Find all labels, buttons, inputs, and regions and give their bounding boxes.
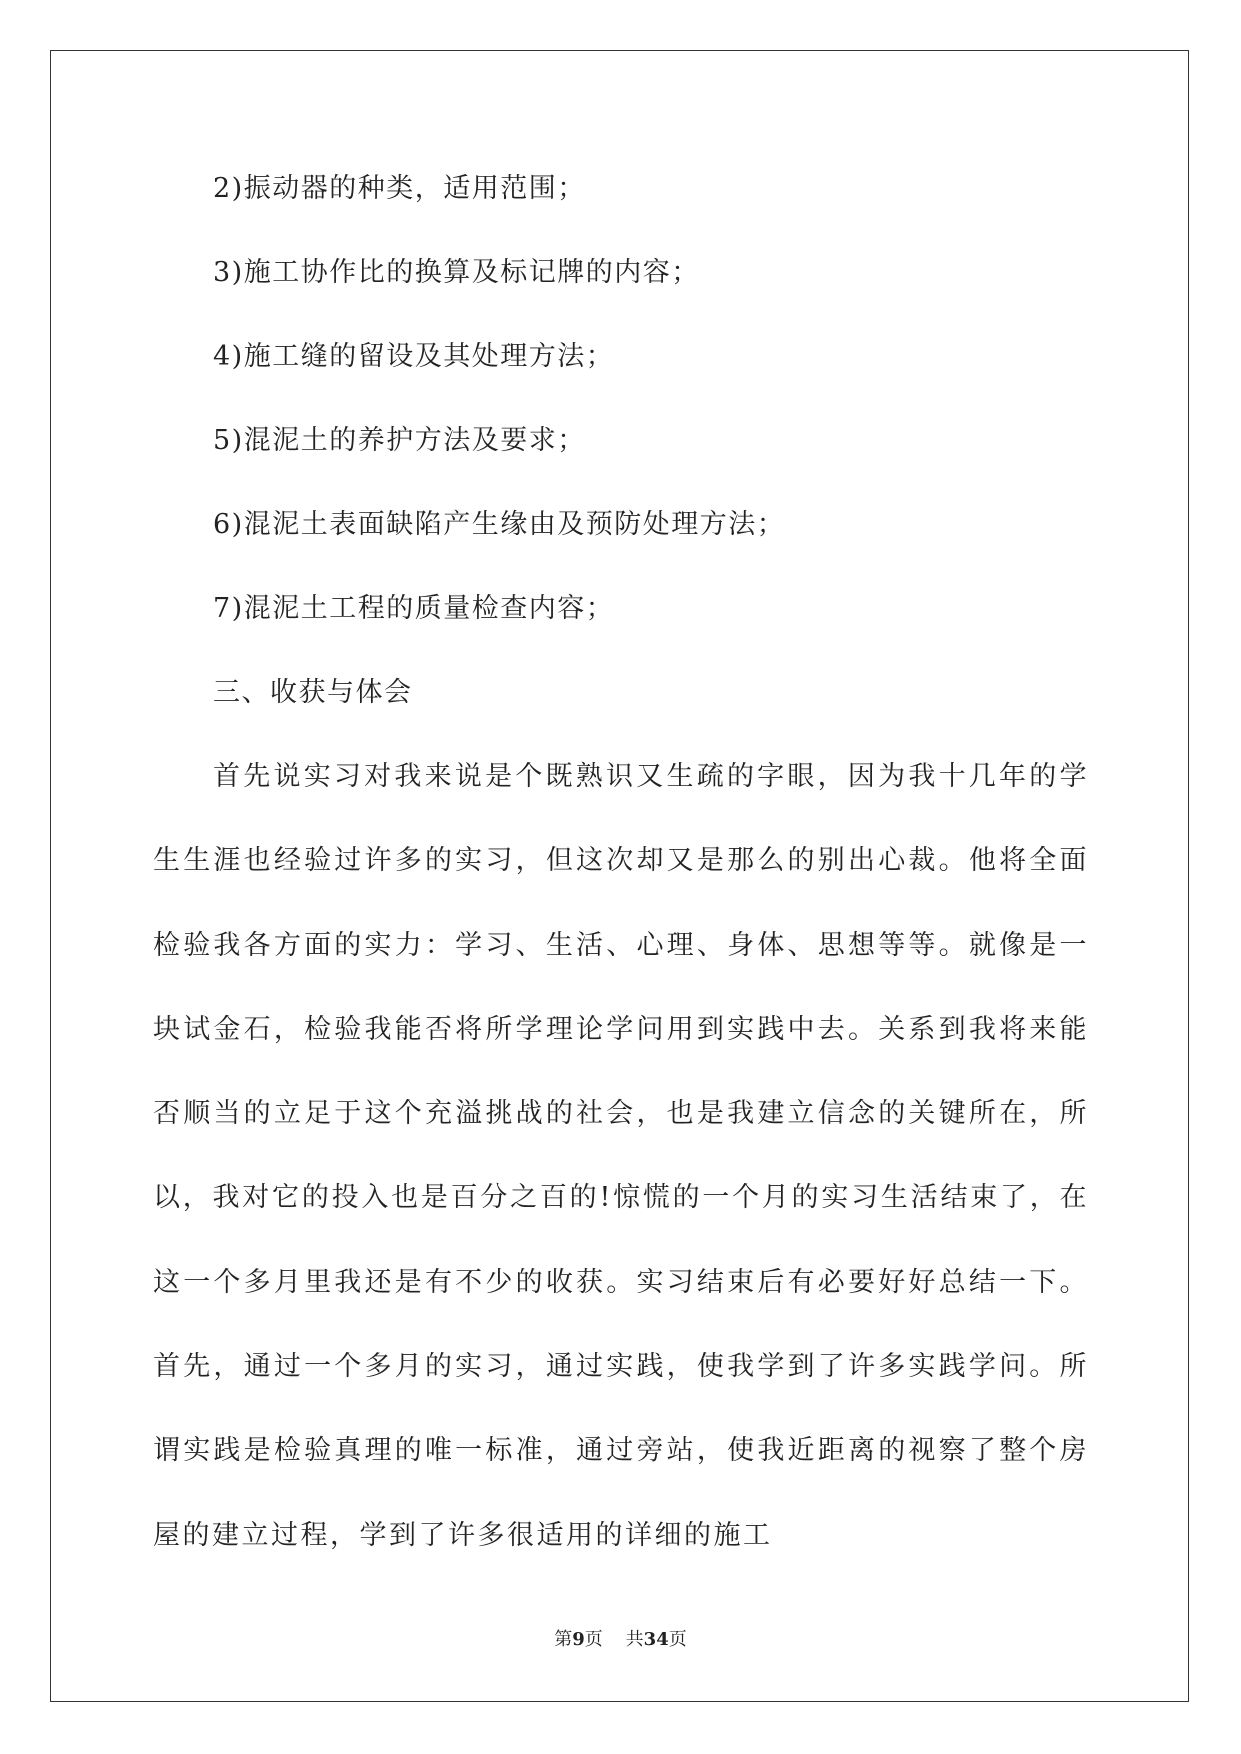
section-heading: 三、收获与体会 (213, 677, 413, 708)
body-paragraph: 首先说实习对我来说是个既熟识又生疏的字眼，因为我十几年的学生生涯也经验过许多的实习，但这次却又是那么的别出心裁。他将全面检验我各方面的实力：学习、生活、心理、身体、思想等等。就像是一块试金石，检验我能否将所学理论学问用到实践中去。关系到我将来能否顺当的立足于这个充溢挑战的社会，也是我建立信念的关键所在，所以，我对它的投入也是百分之百的!惊慌的一个月的实习生活结束了，在这一个多月里我还是有不少的收获。实习结束后有必要好好总结一下。首先，通过一个多月的实习，通过实践，使我学到了许多实践学问。所谓实践是检验真理的唯一标准，通过旁站，使我近距离的视察了整个房屋的建立过程，学到了许多很适用的详细的施工 (153, 761, 1089, 1551)
list-item: 2)振动器的种类，适用范围； (213, 173, 586, 204)
list-item: 5)混泥土的养护方法及要求； (213, 425, 586, 456)
list-item: 3)施工协作比的换算及标记牌的内容； (213, 257, 700, 288)
page-number: 9 (572, 1629, 585, 1650)
list-item: 4)施工缝的留设及其处理方法； (213, 341, 615, 372)
total-prefix: 共 (625, 1629, 644, 1650)
document-body (153, 147, 1089, 1578)
total-pages: 34 (643, 1629, 669, 1650)
total-suffix: 页 (668, 1629, 687, 1650)
list-item: 7)混泥土工程的质量检查内容； (213, 593, 615, 624)
page-suffix: 页 (584, 1629, 603, 1650)
page-footer (0, 1625, 1241, 1651)
list-item: 6)混泥土表面缺陷产生缘由及预防处理方法； (213, 509, 786, 540)
page-prefix: 第 (554, 1629, 573, 1650)
